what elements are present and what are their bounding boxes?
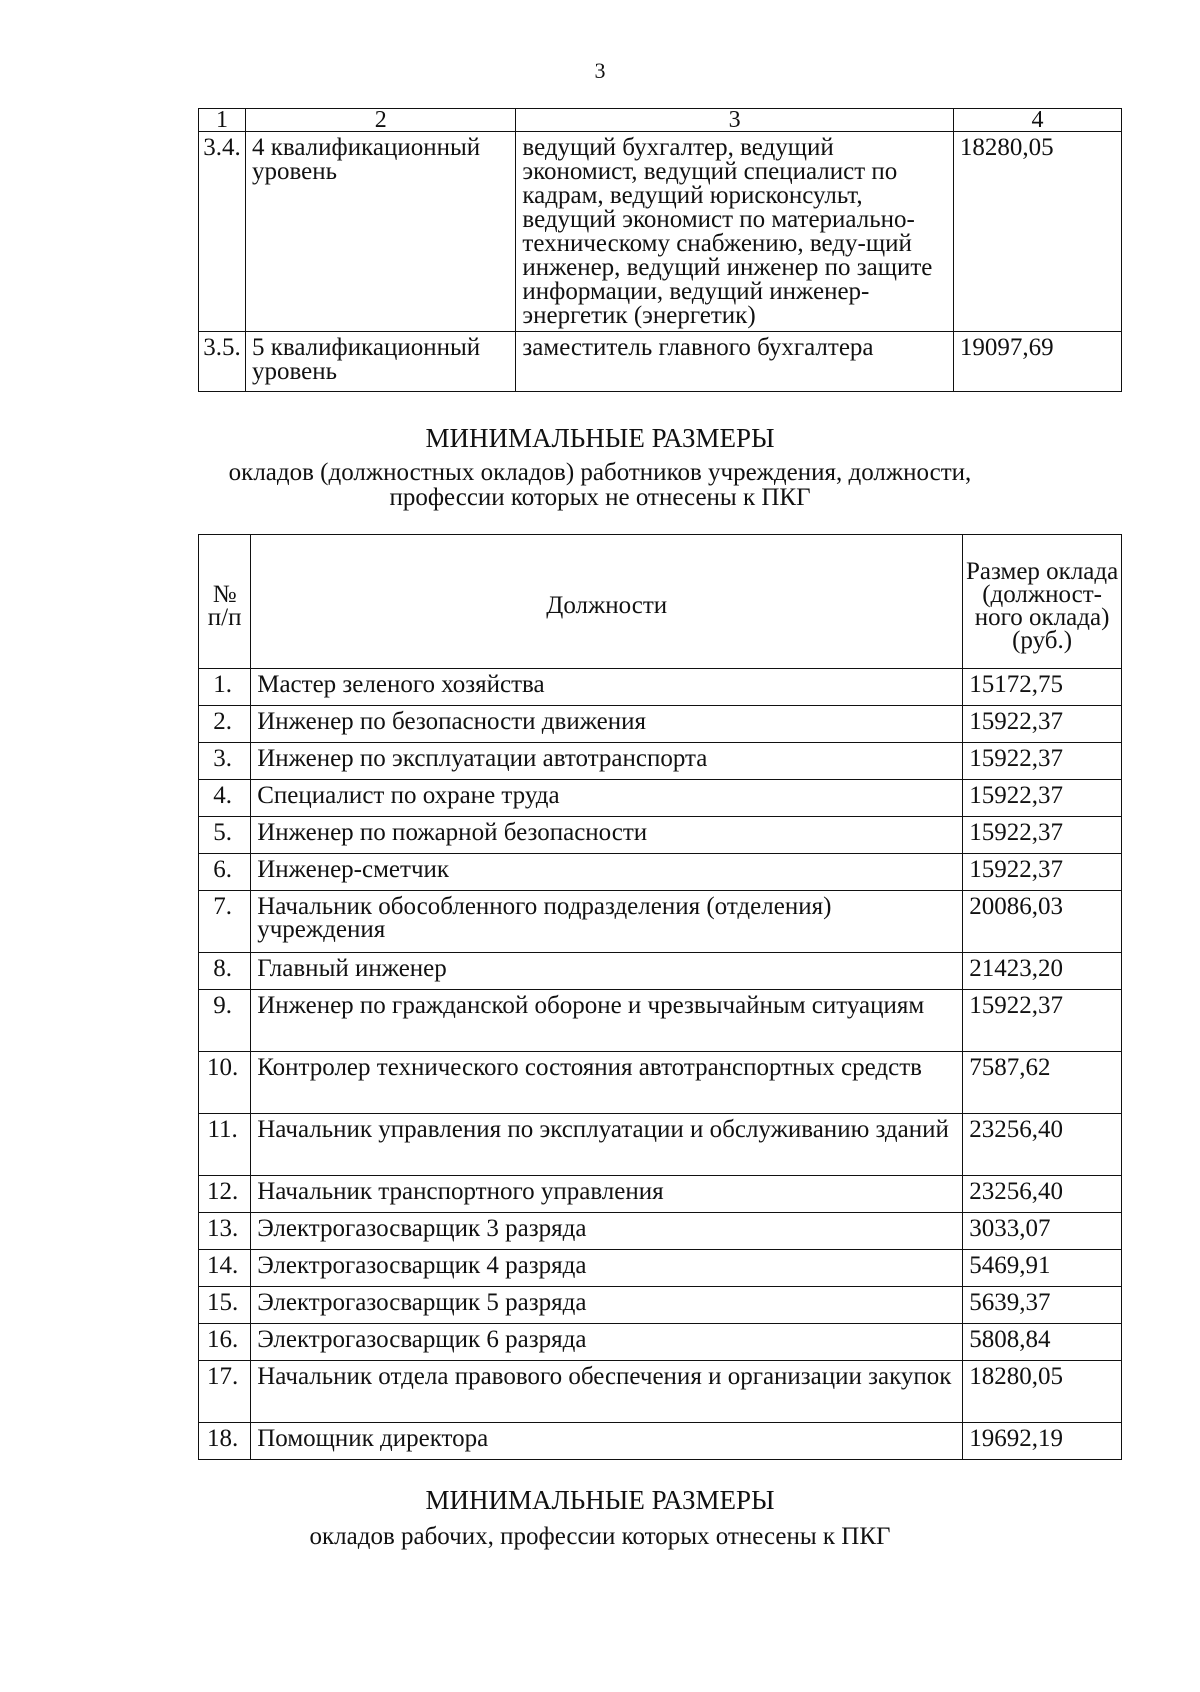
section-subtitle: окладов рабочих, профессии которых отнесены к ПКГ [309, 1523, 891, 1550]
section-subtitle: окладов (должностных окладов) работников учреждения, должности, [228, 459, 972, 486]
table-row [199, 1287, 1122, 1324]
row-number: 18. [199, 1423, 251, 1460]
position-name: Начальник отдела правового обеспечения и организации закупок [251, 1361, 963, 1423]
position-name: Электрогазосварщик 6 разряда [251, 1324, 963, 1361]
positions-list: ведущий бухгалтер, ведущий экономист, ведущий специалист по кадрам, ведущий юрисконсульт, ведущий экономист по материально-техническому снабжению, веду-щий инженер, ведущий инженер по защите информации, ведущий инженер-энергетик (энергетик) [516, 132, 953, 332]
position-name: Инженер по гражданской обороне и чрезвычайным ситуациям [251, 990, 963, 1052]
table-row [199, 1176, 1122, 1213]
row-number: 10. [199, 1052, 251, 1114]
row-number: 9. [199, 990, 251, 1052]
row-number: 4. [199, 780, 251, 817]
table-row [199, 1361, 1122, 1423]
table-row [199, 669, 1122, 706]
position-name: Электрогазосварщик 4 разряда [251, 1250, 963, 1287]
salary-value: 20086,03 [963, 891, 1122, 953]
row-number: 6. [199, 854, 251, 891]
position-name: Инженер по эксплуатации автотранспорта [251, 743, 963, 780]
row-number: 3.4. [199, 132, 246, 332]
salary-value: 15922,37 [963, 817, 1122, 854]
qualification-level: 4 квалификационный уровень [245, 132, 515, 332]
table-row [199, 132, 1122, 332]
position-name: Инженер по безопасности движения [251, 706, 963, 743]
salary-value: 19692,19 [963, 1423, 1122, 1460]
table-row [199, 1250, 1122, 1287]
row-number: 11. [199, 1114, 251, 1176]
header-cell: 2 [245, 109, 515, 132]
table-row [199, 332, 1122, 392]
salary-value: 3033,07 [963, 1213, 1122, 1250]
row-number: 13. [199, 1213, 251, 1250]
salary-value: 5639,37 [963, 1287, 1122, 1324]
position-name: Инженер-сметчик [251, 854, 963, 891]
salary-value: 15922,37 [963, 780, 1122, 817]
table-row [199, 1052, 1122, 1114]
row-number: 8. [199, 953, 251, 990]
row-number: 5. [199, 817, 251, 854]
position-name: Контролер технического состояния автотранспортных средств [251, 1052, 963, 1114]
salary-value: 23256,40 [963, 1114, 1122, 1176]
row-number: 1. [199, 669, 251, 706]
positions-list: заместитель главного бухгалтера [516, 332, 953, 392]
table-header-row [199, 109, 1122, 132]
table-row [199, 1213, 1122, 1250]
header-position: Должности [251, 535, 963, 669]
position-name: Начальник обособленного подразделения (отделения) учреждения [251, 891, 963, 953]
header-cell: 3 [516, 109, 953, 132]
table-row [199, 1324, 1122, 1361]
section-title: МИНИМАЛЬНЫЕ РАЗМЕРЫ [425, 1485, 775, 1515]
position-name: Электрогазосварщик 3 разряда [251, 1213, 963, 1250]
row-number: 16. [199, 1324, 251, 1361]
table-row [199, 817, 1122, 854]
row-number: 2. [199, 706, 251, 743]
header-cell: 4 [953, 109, 1121, 132]
salary-value: 19097,69 [953, 332, 1121, 392]
row-number: 12. [199, 1176, 251, 1213]
salary-value: 21423,20 [963, 953, 1122, 990]
salary-value: 18280,05 [963, 1361, 1122, 1423]
row-number: 17. [199, 1361, 251, 1423]
table-row [199, 780, 1122, 817]
table-row [199, 1114, 1122, 1176]
row-number: 15. [199, 1287, 251, 1324]
row-number: 14. [199, 1250, 251, 1287]
table-row [199, 706, 1122, 743]
position-name: Специалист по охране труда [251, 780, 963, 817]
salary-value: 15922,37 [963, 854, 1122, 891]
row-number: 3. [199, 743, 251, 780]
row-number: 7. [199, 891, 251, 953]
table-row [199, 743, 1122, 780]
salary-value: 18280,05 [953, 132, 1121, 332]
page-number: 3 [594, 58, 606, 83]
position-name: Главный инженер [251, 953, 963, 990]
position-name: Электрогазосварщик 5 разряда [251, 1287, 963, 1324]
table-row [199, 953, 1122, 990]
header-number: № п/п [199, 535, 251, 669]
salary-value: 7587,62 [963, 1052, 1122, 1114]
salary-value: 15922,37 [963, 743, 1122, 780]
table-row [199, 1423, 1122, 1460]
position-name: Мастер зеленого хозяйства [251, 669, 963, 706]
section-subtitle: профессии которых не отнесены к ПКГ [389, 484, 811, 511]
table-row [199, 854, 1122, 891]
section-title: МИНИМАЛЬНЫЕ РАЗМЕРЫ [425, 423, 775, 453]
qualification-level: 5 квалификационный уровень [245, 332, 515, 392]
position-name: Начальник транспортного управления [251, 1176, 963, 1213]
header-cell: 1 [199, 109, 246, 132]
salary-value: 15922,37 [963, 990, 1122, 1052]
table-row [199, 891, 1122, 953]
table-header-row [199, 535, 1122, 669]
position-name: Начальник управления по эксплуатации и обслуживанию зданий [251, 1114, 963, 1176]
salaries-table [198, 534, 1122, 1460]
salary-value: 23256,40 [963, 1176, 1122, 1213]
salary-value: 15172,75 [963, 669, 1122, 706]
qualification-levels-table [198, 108, 1122, 392]
position-name: Помощник директора [251, 1423, 963, 1460]
position-name: Инженер по пожарной безопасности [251, 817, 963, 854]
row-number: 3.5. [199, 332, 246, 392]
salary-value: 5808,84 [963, 1324, 1122, 1361]
table-row [199, 990, 1122, 1052]
salary-value: 5469,91 [963, 1250, 1122, 1287]
salary-value: 15922,37 [963, 706, 1122, 743]
header-salary: Размер оклада (должност-ного оклада) (руб.) [963, 535, 1122, 669]
